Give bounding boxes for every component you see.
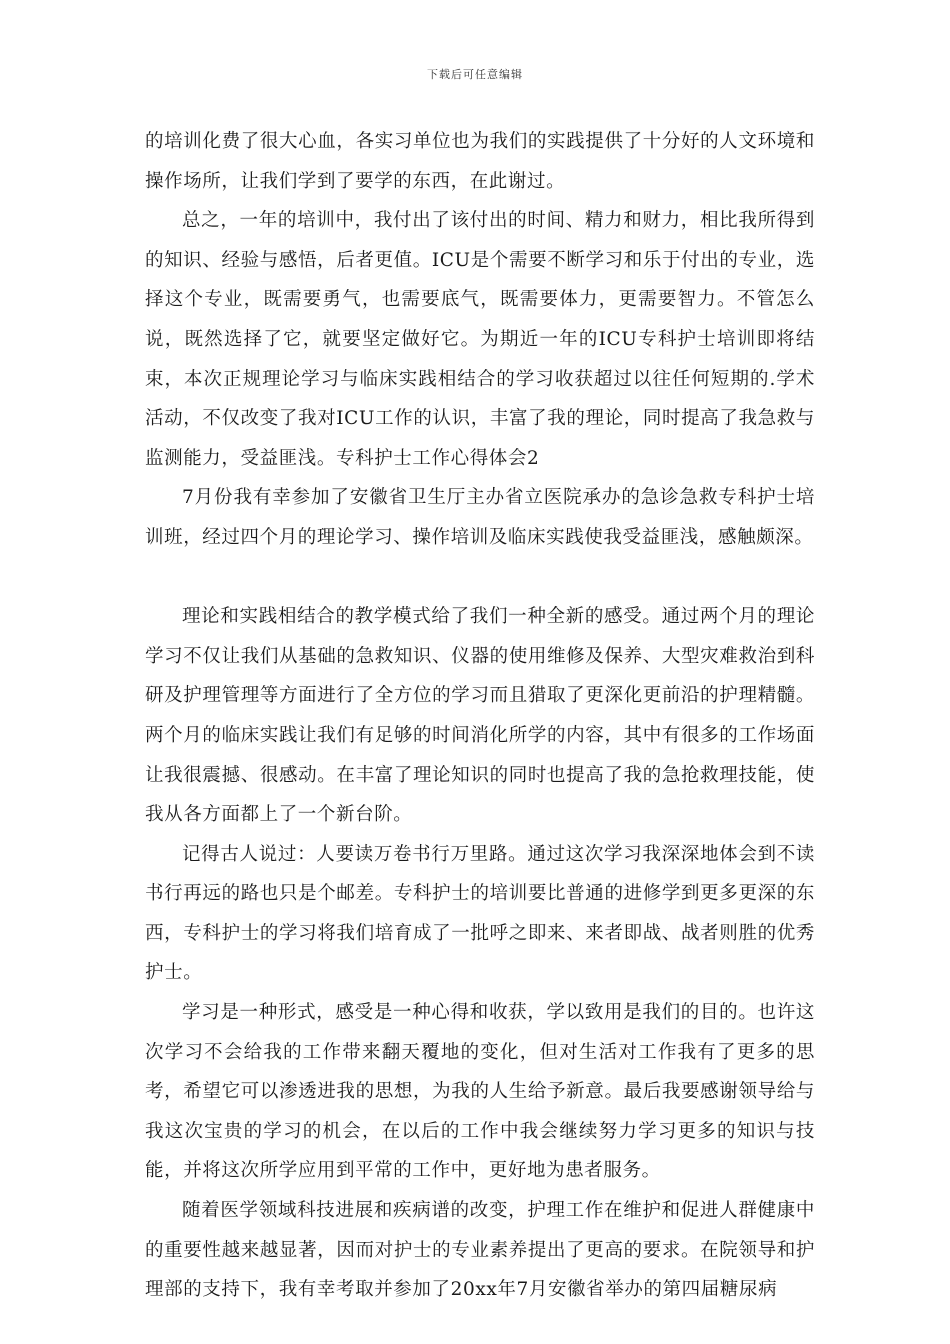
page-header: 下载后可任意编辑 xyxy=(427,68,523,81)
paragraph-7: 随着医学领域科技进展和疾病谱的改变，护理工作在维护和促进人群健康中的重要性越来越显著，因而对护士的专业素养提出了更高的要求。在院领导和护理部的支持下，我有幸考取并参加了20xx年7月安徽省举办的第四届糖尿病 xyxy=(145,1200,815,1301)
paragraph-4: 理论和实践相结合的教学模式给了我们一种全新的感受。通过两个月的理论学习不仅让我们从基础的急救知识、仪器的使用维修及保养、大型灾难救治到科研及护理管理等方面进行了全方位的学习而且猎取了更深化更前沿的护理精髓。两个月的临床实践让我们有足够的时间消化所学的内容，其中有很多的工作场面让我很震撼、很感动。在丰富了理论知识的同时也提高了我的急抢救理技能，使我从各方面都上了一个新台阶。 xyxy=(145,606,815,826)
paragraph-6: 学习是一种形式，感受是一种心得和收获，学以致用是我们的目的。也许这次学习不会给我的工作带来翻天覆地的变化，但对生活对工作我有了更多的思考，希望它可以渗透进我的思想，为我的人生给予新意。最后我要感谢领导给与我这次宝贵的学习的机会，在以后的工作中我会继续努力学习更多的知识与技能，并将这次所学应用到平常的工作中，更好地为患者服务。 xyxy=(145,1002,815,1182)
paragraph-5: 记得古人说过：人要读万卷书行万里路。通过这次学习我深深地体会到不读书行再远的路也只是个邮差。专科护士的培训要比普通的进修学到更多更深的东西，专科护士的学习将我们培育成了一批呼之即来、来者即战、战者则胜的优秀护士。 xyxy=(145,843,815,984)
paragraph-spacer xyxy=(145,558,815,598)
paragraph-3: 7月份我有幸参加了安徽省卫生厅主办省立医院承办的急诊急救专科护士培训班，经过四个月的理论学习、操作培训及临床实践使我受益匪浅，感触颇深。 xyxy=(145,487,815,548)
paragraph-1: 的培训化费了很大心血，各实习单位也为我们的实践提供了十分好的人文环境和操作场所，让我们学到了要学的东西，在此谢过。 xyxy=(145,131,815,192)
document-body xyxy=(145,122,815,1310)
paragraph-2: 总之，一年的培训中，我付出了该付出的时间、精力和财力，相比我所得到的知识、经验与感悟，后者更值。ICU是个需要不断学习和乐于付出的专业，选择这个专业，既需要勇气，也需要底气，既需要体力，更需要智力。不管怎么说，既然选择了它，就要坚定做好它。为期近一年的ICU专科护士培训即将结束，本次正规理论学习与临床实践相结合的学习收获超过以往任何短期的.学术活动，不仅改变了我对ICU工作的认识，丰富了我的理论，同时提高了我急救与监测能力，受益匪浅。专科护士工作心得体会2 xyxy=(145,210,815,469)
